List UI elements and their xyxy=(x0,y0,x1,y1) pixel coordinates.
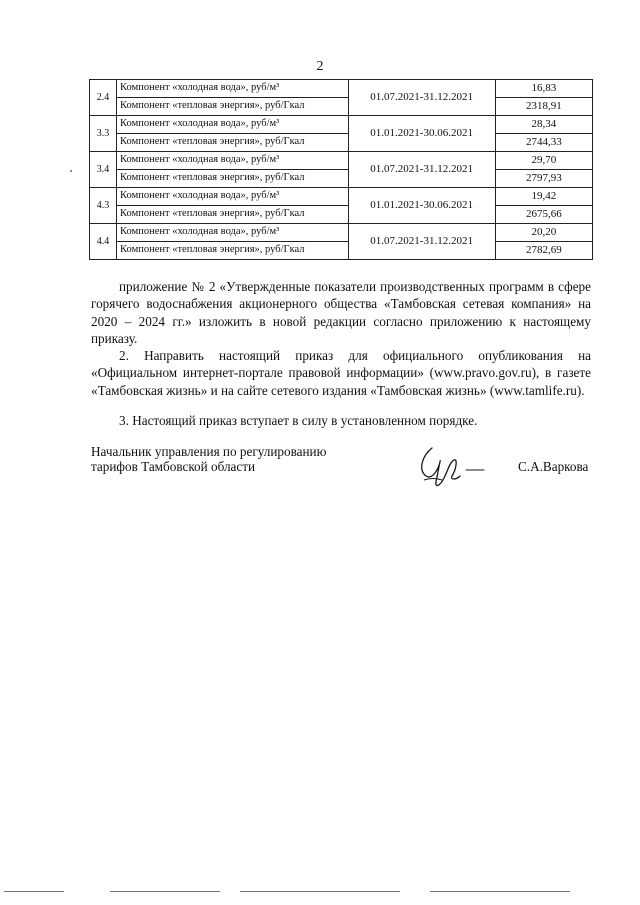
table-row xyxy=(90,206,593,224)
value-cell: 2744,33 xyxy=(495,134,592,152)
component-cell: Компонент «холодная вода», руб/м³ xyxy=(117,224,348,242)
footer-rule xyxy=(430,891,570,892)
table-row xyxy=(90,188,593,206)
table-row xyxy=(90,116,593,134)
component-cell: Компонент «холодная вода», руб/м³ xyxy=(117,188,348,206)
period-cell: 01.01.2021-30.06.2021 xyxy=(348,116,495,152)
period-cell: 01.07.2021-31.12.2021 xyxy=(348,152,495,188)
value-cell: 20,20 xyxy=(495,224,592,242)
value-cell: 16,83 xyxy=(495,80,592,98)
footer-rule xyxy=(110,891,220,892)
value-cell: 19,42 xyxy=(495,188,592,206)
value-cell: 2782,69 xyxy=(495,242,592,260)
paragraph-appendix: приложение № 2 «Утвержденные показатели производственных программ в сфере горячего водоснабжения акционерного общества «Тамбовская сетевая компания» на 2020 – 2024 гг.» изложить в новой редакции согласно приложению к настоящему приказу. xyxy=(91,279,591,346)
value-cell: 2675,66 xyxy=(495,206,592,224)
signer-title-line1: Начальник управления по регулированию xyxy=(91,444,327,459)
row-number: 3.3 xyxy=(90,116,117,152)
signer-title-line2: тарифов Тамбовской области xyxy=(91,459,256,474)
row-number: 2.4 xyxy=(90,80,117,116)
period-cell: 01.01.2021-30.06.2021 xyxy=(348,188,495,224)
component-cell: Компонент «тепловая энергия», руб/Гкал xyxy=(117,134,348,152)
signer-title xyxy=(91,444,326,474)
component-cell: Компонент «холодная вода», руб/м³ xyxy=(117,152,348,170)
table-row xyxy=(90,242,593,260)
component-cell: Компонент «тепловая энергия», руб/Гкал xyxy=(117,170,348,188)
table-row xyxy=(90,134,593,152)
table-row xyxy=(90,224,593,242)
signer-name: С.А.Варкова xyxy=(518,459,589,474)
paragraph-effective: 3. Настоящий приказ вступает в силу в установленном порядке. xyxy=(119,413,478,428)
value-cell: 2797,93 xyxy=(495,170,592,188)
row-number: 4.3 xyxy=(90,188,117,224)
period-cell: 01.07.2021-31.12.2021 xyxy=(348,80,495,116)
table-row xyxy=(90,170,593,188)
footer-rule xyxy=(240,891,400,892)
scan-speck xyxy=(70,170,72,172)
value-cell: 29,70 xyxy=(495,152,592,170)
row-number: 4.4 xyxy=(90,224,117,260)
table-row xyxy=(90,98,593,116)
component-cell: Компонент «холодная вода», руб/м³ xyxy=(117,80,348,98)
paragraph-publication: 2. Направить настоящий приказ для официального опубликования на «Официальном интернет-портале правовой информации» (www.pravo.gov.ru), в газете «Тамбовская жизнь» и на сайте сетевого издания «Тамбовская жизнь» (www.tamlife.ru). xyxy=(91,348,591,398)
page-number: 2 xyxy=(316,59,324,74)
value-cell: 28,34 xyxy=(495,116,592,134)
component-cell: Компонент «холодная вода», руб/м³ xyxy=(117,116,348,134)
table-row xyxy=(90,152,593,170)
footer-rule xyxy=(4,891,64,892)
component-cell: Компонент «тепловая энергия», руб/Гкал xyxy=(117,242,348,260)
component-cell: Компонент «тепловая энергия», руб/Гкал xyxy=(117,206,348,224)
period-cell: 01.07.2021-31.12.2021 xyxy=(348,224,495,260)
row-number: 3.4 xyxy=(90,152,117,188)
value-cell: 2318,91 xyxy=(495,98,592,116)
table-row xyxy=(90,80,593,98)
tariff-table xyxy=(89,79,593,260)
component-cell: Компонент «тепловая энергия», руб/Гкал xyxy=(117,98,348,116)
handwritten-signature xyxy=(410,436,490,496)
